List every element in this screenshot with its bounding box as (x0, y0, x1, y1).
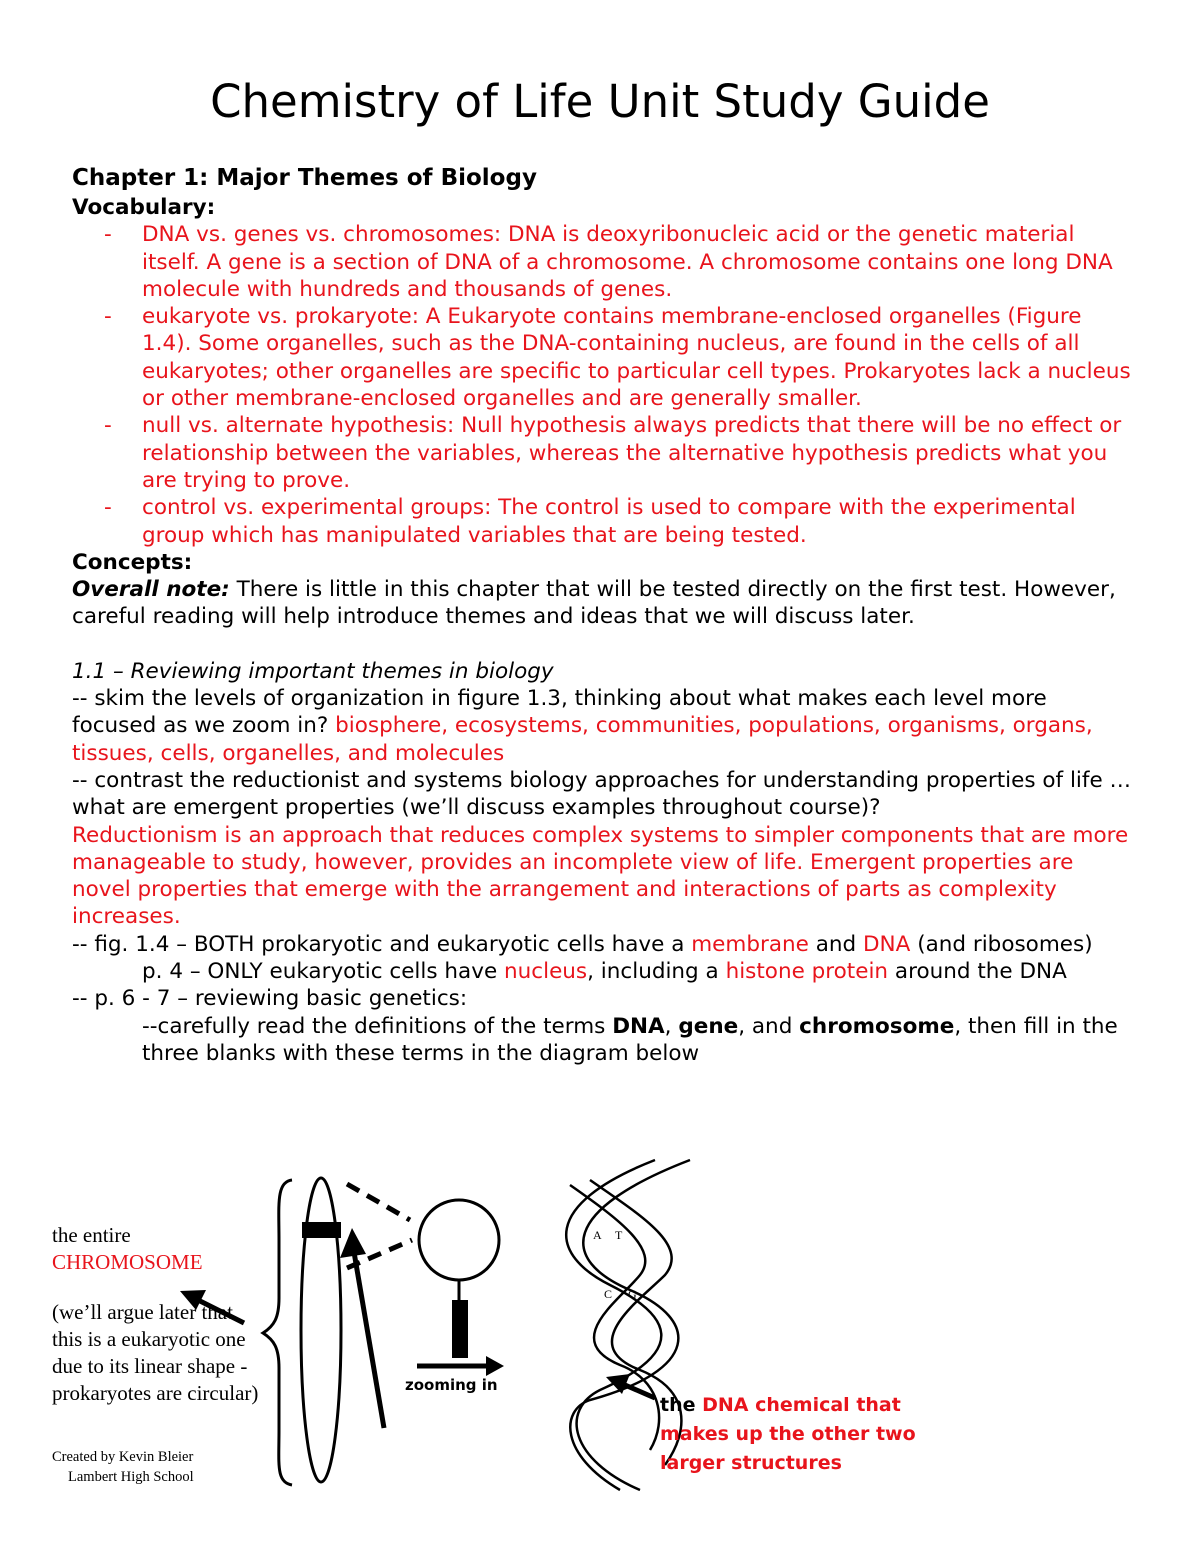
vocab-item: - null vs. alternate hypothesis: Null hypothesis always predicts that there will be no effect or relationship between the variables, whereas the alternative hypothesis predicts what you are trying to prove. (72, 412, 1132, 494)
base-pair-a: A (593, 1228, 602, 1242)
zoom-dashed-line-top (347, 1184, 410, 1220)
vocabulary-heading: Vocabulary: (72, 195, 216, 220)
chromosome-label (52, 1222, 267, 1408)
gene-arrow (354, 1252, 384, 1428)
gene-arrow-head (340, 1228, 366, 1258)
chromosome-label-intro: the entire (52, 1223, 131, 1247)
membrane-answer: membrane (691, 931, 809, 957)
dna-answer: DNA (863, 931, 911, 957)
gene-band (302, 1222, 341, 1238)
dna-label-answer: DNA chemical that makes up the other two larger structures (660, 1394, 916, 1474)
levels-prompt: -- skim the levels of organization in figure 1.3, thinking about what makes each level more focused as we zoom in? (72, 686, 1047, 739)
dna-label: the DNA chemical that makes up the other two larger structures (660, 1394, 916, 1474)
fig14-paragraph: -- fig. 1.4 – BOTH prokaryotic and eukaryotic cells have a membrane and DNA (and ribosomes) (72, 931, 1093, 957)
page-title: Chemistry of Life Unit Study Guide (210, 75, 990, 128)
gene-block (452, 1300, 468, 1358)
vocab-item: - eukaryote vs. prokaryote: A Eukaryote contains membrane-enclosed organelles (Figure 1.4). Some organelles, such as the DNA-containing nucleus, are found in the cells of all eukaryotes; other organelles are specific to particular cell types. Prokaryotes lack a nucleus or other membrane-enclosed organelles and are generally smaller. (72, 303, 1132, 412)
reduction-prompt: -- contrast the reductionist and systems biology approaches for understanding properties of life … what are emergent properties (we’ll discuss examples throughout course)? (72, 767, 1132, 821)
credit-school: Lambert High School (68, 1469, 194, 1485)
levels-answer: biosphere, ecosystems, communities, populations, organisms, organs, tissues, cells, organelles, and molecules (72, 713, 1093, 766)
base-pair-g: G (628, 1287, 637, 1301)
section-heading: 1.1 – Reviewing important themes in biology (72, 658, 554, 684)
dna-strand-3 (570, 1185, 659, 1450)
credit-author: Created by Kevin Bleier (52, 1449, 194, 1465)
overall-note-label: Overall note: (72, 577, 230, 603)
histone-answer: histone protein (725, 959, 889, 985)
chromosome-label-note: (we’ll argue later that this is a eukaryotic one due to its linear shape - prokaryotes are circular) (52, 1299, 259, 1406)
p4-paragraph: p. 4 – ONLY eukaryotic cells have nucleus, including a histone protein around the DNA (142, 959, 1067, 985)
chapter-heading: Chapter 1: Major Themes of Biology (72, 165, 537, 191)
reduction-answer: Reductionism is an approach that reduces complex systems to simpler components that are more manageable to study, however, provides an incomplete view of life. Emergent properties are novel properties that emerge with the arrangement and interactions of parts as complexity increases. (72, 822, 1129, 930)
nucleus-answer: nucleus (504, 959, 588, 985)
genetics-instructions: --carefully read the definitions of the terms DNA, gene, and chromosome, then fill in the three blanks with these terms in the diagram below (142, 1013, 1118, 1066)
concepts-heading: Concepts: (72, 549, 193, 575)
vocab-item: - control vs. experimental groups: The control is used to compare with the experimental group which has manipulated variables that are being tested. (72, 494, 1132, 549)
vocab-item: - DNA vs. genes vs. chromosomes: DNA is deoxyribonucleic acid or the genetic material itself. A gene is a section of DNA of a chromosome. A chromosome contains one long DNA molecule with hundreds and thousands of genes. (72, 221, 1132, 303)
base-pair-c: C (604, 1287, 613, 1301)
base-pair-t: T (615, 1228, 623, 1242)
chromosome-label-answer: CHROMOSOME (52, 1250, 203, 1275)
genetics-heading: -- p. 6 - 7 – reviewing basic genetics: (72, 986, 468, 1012)
overall-note-text: There is little in this chapter that will be tested directly on the first test. However, careful reading will help introduce themes and ideas that we will discuss later. (72, 577, 1116, 630)
dna-strand-2 (566, 1160, 661, 1490)
gene-circle (419, 1200, 499, 1280)
zoom-arrow-head (486, 1356, 504, 1376)
credit-block (52, 1447, 272, 1487)
curly-brace (263, 1180, 292, 1485)
zoom-label: zooming in (405, 1376, 498, 1394)
